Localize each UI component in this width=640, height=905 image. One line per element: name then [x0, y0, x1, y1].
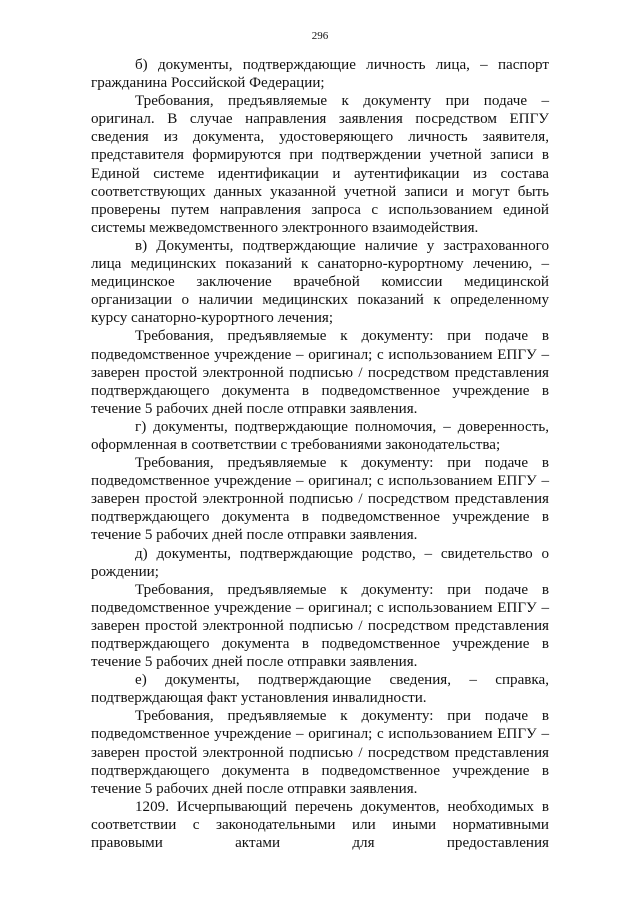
paragraph-1209: 1209. Исчерпывающий перечень документов, необходимых в соответствии с законодательными или иными нормативными правовыми актами для предоставления — [91, 798, 549, 852]
paragraph-authority-requirements: Требования, предъявляемые к документу: при подаче в подведомственное учреждение – оригинал; с использованием ЕПГУ – заверен простой электронной подписью / посредством представления подтверждающего документа в подведомственное учреждение в течение 5 рабочих дней после отправки заявления. — [91, 455, 549, 544]
paragraph-authority: г) документы, подтверждающие полномочия, – доверенность, оформленная в соответствии с требованиями законодательства; — [91, 418, 549, 453]
paragraph-kinship: д) документы, подтверждающие родство, – свидетельство о рождении; — [91, 545, 549, 580]
paragraph-medical-requirements: Требования, предъявляемые к документу: при подаче в подведомственное учреждение – оригинал; с использованием ЕПГУ – заверен простой электронной подписью / посредством представления подтверждающего документа в подведомственное учреждение в течение 5 рабочих дней после отправки заявления. — [91, 328, 549, 417]
paragraph-passport-requirements: Требования, предъявляемые к документу при подаче – оригинал. В случае направления заявления посредством ЕПГУ сведения из документа, удостоверяющего личность заявителя, представителя формируются при подтверждении учетной записи в Единой системе идентификации и аутентификации из состава соответствующих данных указанной учетной записи и могут быть проверены путем направления запроса с использованием единой системы межведомственного электронного взаимодействия. — [91, 93, 549, 236]
page-number: 296 — [311, 30, 329, 42]
document-body — [91, 56, 549, 852]
paragraph-kinship-requirements: Требования, предъявляемые к документу: при подаче в подведомственное учреждение – оригинал; с использованием ЕПГУ – заверен простой электронной подписью / посредством представления подтверждающего документа в подведомственное учреждение в течение 5 рабочих дней после отправки заявления. — [91, 581, 549, 671]
paragraph-passport: б) документы, подтверждающие личность лица, – паспорт гражданина Российской Федерации; — [91, 57, 549, 92]
paragraph-disability-requirements: Требования, предъявляемые к документу: при подаче в подведомственное учреждение – оригинал; с использованием ЕПГУ – заверен простой электронной подписью / посредством представления подтверждающего документа в подведомственное учреждение в течение 5 рабочих дней после отправки заявления. — [91, 708, 549, 797]
paragraph-medical-indications: в) Документы, подтверждающие наличие у застрахованного лица медицинских показаний к санаторно-курортному лечению, – медицинское заключение врачебной комиссии медицинской организации о наличии медицинских показаний к определенному курсу санаторно-курортного лечения; — [91, 237, 549, 327]
paragraph-disability: е) документы, подтверждающие сведения, – справка, подтверждающая факт установления инвалидности. — [91, 672, 549, 707]
